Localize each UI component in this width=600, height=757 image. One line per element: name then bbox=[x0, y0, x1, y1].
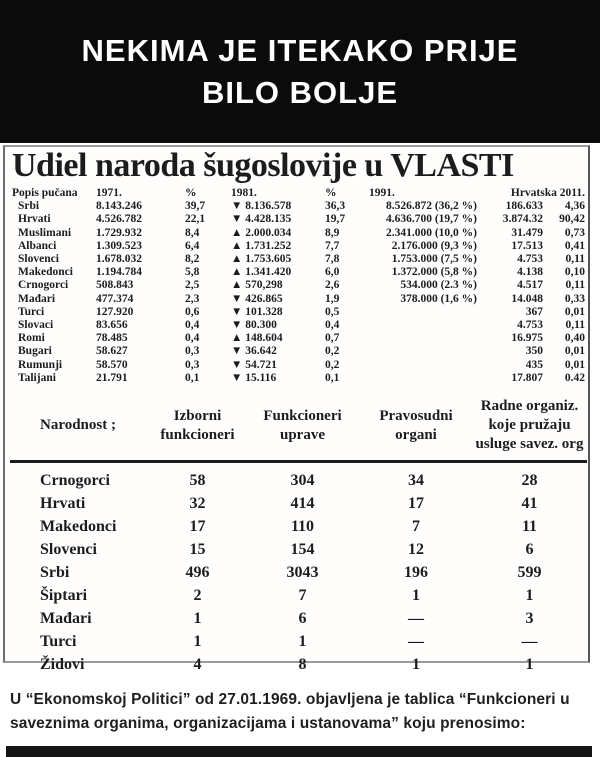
top-banner bbox=[0, 0, 600, 143]
table-cell: 17.513 bbox=[511, 239, 543, 252]
table-row bbox=[10, 462, 587, 493]
table-cell: ▼ 4.428.135 bbox=[231, 213, 292, 226]
table-cell: 1 bbox=[525, 655, 534, 673]
table-cell: ▼ 101.328 bbox=[231, 305, 283, 318]
table-cell: 8.526.872 (36,2 %) bbox=[385, 200, 477, 213]
table-cell: 534.000 (2.3 %) bbox=[400, 279, 477, 292]
table-cell: Bugari bbox=[18, 345, 52, 358]
table-cell: ▼ 36.642 bbox=[231, 345, 277, 358]
table-cell: 0,11 bbox=[565, 253, 585, 266]
table-cell: Mađari bbox=[18, 292, 56, 305]
table-cell: 0.42 bbox=[564, 371, 585, 384]
func-header-narodnost: Narodnost ; bbox=[10, 395, 150, 462]
table-cell: 4.517 bbox=[517, 279, 543, 292]
table-cell: 2 bbox=[193, 586, 202, 604]
table-cell: 22,1 bbox=[185, 213, 206, 226]
table-row bbox=[10, 213, 587, 226]
table-cell: 83.656 bbox=[96, 319, 128, 332]
table-cell: 17.807 bbox=[511, 371, 543, 384]
table-cell: 3 bbox=[525, 609, 534, 627]
table-cell: Makedonci bbox=[40, 517, 117, 535]
banner-line-1: NEKIMA JE ITEKAKO PRIJE bbox=[81, 32, 519, 68]
table-cell: 154 bbox=[290, 540, 315, 558]
table-cell: 6,0 bbox=[325, 266, 340, 279]
table-row bbox=[10, 200, 587, 213]
table-row bbox=[10, 372, 587, 385]
table-cell: 4,36 bbox=[564, 200, 585, 213]
table-cell: 0,41 bbox=[564, 239, 585, 252]
table-row bbox=[10, 584, 587, 607]
table-cell: 0,4 bbox=[185, 332, 200, 345]
functionaries-table bbox=[10, 395, 587, 676]
table-cell: Rumunji bbox=[18, 358, 63, 371]
census-header-1981: 1981. bbox=[231, 187, 257, 199]
table-row bbox=[10, 279, 587, 292]
table-cell: 1 bbox=[298, 632, 307, 650]
table-cell: — bbox=[408, 609, 424, 627]
census-header-pct2: % bbox=[325, 187, 337, 199]
table-cell: ▲ 1.341.420 bbox=[231, 266, 292, 279]
table-cell: 0,7 bbox=[325, 332, 340, 345]
census-header-row bbox=[10, 187, 587, 200]
table-cell: 0,01 bbox=[564, 358, 585, 371]
table-cell: 1.678.032 bbox=[96, 253, 142, 266]
table-cell: 8.143.246 bbox=[96, 200, 142, 213]
table-cell: ▼ 80.300 bbox=[231, 319, 277, 332]
table-cell: Romi bbox=[18, 332, 45, 345]
table-cell: — bbox=[521, 632, 538, 650]
table-cell: 8,4 bbox=[185, 226, 200, 239]
table-cell: 15 bbox=[189, 540, 206, 558]
table-cell: ▼ 15.116 bbox=[231, 371, 277, 384]
table-row bbox=[10, 345, 587, 358]
bottom-black-bar bbox=[6, 746, 592, 757]
table-cell: Židovi bbox=[40, 655, 85, 673]
table-cell: ▲ 148.604 bbox=[231, 332, 283, 345]
table-cell: 31.479 bbox=[511, 226, 543, 239]
table-cell: 0,01 bbox=[564, 305, 585, 318]
table-cell: 477.374 bbox=[96, 292, 134, 305]
table-cell: 6 bbox=[525, 540, 534, 558]
table-cell: 12 bbox=[408, 540, 424, 558]
table-cell bbox=[369, 306, 481, 319]
table-cell: 0,01 bbox=[564, 345, 585, 358]
table-cell: ▲ 1.753.605 bbox=[231, 253, 292, 266]
table-cell: 110 bbox=[290, 517, 315, 535]
table-row bbox=[10, 653, 587, 676]
table-cell: 5,8 bbox=[185, 266, 200, 279]
table-cell: 4.636.700 (19,7 %) bbox=[385, 213, 477, 226]
table-cell: 367 bbox=[525, 305, 543, 318]
table-cell: 0,10 bbox=[564, 266, 585, 279]
table-cell: Hrvati bbox=[18, 213, 51, 226]
table-cell: Šiptari bbox=[40, 586, 88, 604]
table-cell: ▲ 2.000.034 bbox=[231, 226, 292, 239]
table-cell: Albanci bbox=[18, 239, 57, 252]
table-cell: 16.975 bbox=[511, 332, 543, 345]
table-cell: 2.341.000 (10,0 %) bbox=[385, 226, 477, 239]
scanned-document-panel bbox=[3, 145, 590, 673]
table-cell: 58.627 bbox=[96, 345, 128, 358]
table-cell: 8,2 bbox=[185, 253, 200, 266]
census-table bbox=[10, 187, 587, 385]
table-row bbox=[10, 227, 587, 240]
table-cell: 4.753 bbox=[517, 253, 543, 266]
table-cell: 41 bbox=[521, 494, 538, 512]
table-row bbox=[10, 492, 587, 515]
source-caption: U “Ekonomskoj Politici” od 27.01.1969. objavljena je tablica “Funkcioneri u saveznima organima, organizacijama i ustanovama” koju prenosimo: bbox=[10, 691, 570, 732]
table-row bbox=[10, 561, 587, 584]
table-cell: 186.633 bbox=[505, 200, 543, 213]
table-cell: 2,6 bbox=[325, 279, 340, 292]
table-cell: 17 bbox=[408, 494, 424, 512]
table-cell: ▲ 570,298 bbox=[231, 279, 283, 292]
table-cell: 28 bbox=[521, 471, 538, 489]
table-cell: 78.485 bbox=[96, 332, 128, 345]
table-cell: 3043 bbox=[286, 563, 319, 581]
table-cell: 1,9 bbox=[325, 292, 340, 305]
table-cell: 4.526.782 bbox=[96, 213, 142, 226]
func-header-izborni: Izborni funkcioneri bbox=[150, 395, 245, 462]
table-row bbox=[10, 607, 587, 630]
table-cell: 17 bbox=[189, 517, 206, 535]
table-cell: 4.753 bbox=[517, 319, 543, 332]
census-header-popis: Popis pučana bbox=[12, 187, 78, 199]
table-cell: Makedonci bbox=[18, 266, 73, 279]
table-cell: 7 bbox=[412, 517, 420, 535]
table-cell bbox=[369, 345, 481, 358]
table-cell: 0,4 bbox=[185, 319, 200, 332]
table-cell: 414 bbox=[290, 494, 315, 512]
table-cell: 2,3 bbox=[185, 292, 200, 305]
page-title: Udiel naroda šugoslovije u VLASTI bbox=[12, 147, 514, 184]
table-row bbox=[10, 515, 587, 538]
table-cell: ▼ 8.136.578 bbox=[231, 200, 292, 213]
table-cell: 0,33 bbox=[564, 292, 585, 305]
table-row bbox=[10, 319, 587, 332]
table-cell: 0,11 bbox=[565, 319, 585, 332]
table-cell: 0,3 bbox=[185, 345, 200, 358]
table-cell: 34 bbox=[408, 471, 424, 489]
table-cell: 1 bbox=[412, 586, 420, 604]
table-cell: 0,40 bbox=[564, 332, 585, 345]
table-cell: 90,42 bbox=[559, 213, 585, 226]
table-row bbox=[10, 293, 587, 306]
table-cell: 435 bbox=[525, 358, 543, 371]
table-cell: 1.309.523 bbox=[96, 239, 142, 252]
table-cell: 0,6 bbox=[185, 305, 200, 318]
table-cell: Srbi bbox=[18, 200, 40, 213]
table-cell: Talijani bbox=[18, 371, 56, 384]
table-cell: Slovenci bbox=[18, 253, 59, 266]
table-cell: 1.372.000 (5,8 %) bbox=[391, 266, 477, 279]
table-cell: 36,3 bbox=[325, 200, 346, 213]
table-cell: 350 bbox=[525, 345, 543, 358]
table-cell: Slovenci bbox=[40, 540, 97, 558]
table-cell: 4.138 bbox=[517, 266, 543, 279]
table-cell: 378.000 (1,6 %) bbox=[400, 292, 477, 305]
table-row bbox=[10, 538, 587, 561]
table-cell: 58.570 bbox=[96, 358, 128, 371]
table-cell: 19,7 bbox=[325, 213, 346, 226]
table-cell: 2,5 bbox=[185, 279, 200, 292]
table-cell: 7,8 bbox=[325, 253, 340, 266]
table-row bbox=[10, 306, 587, 319]
table-cell bbox=[369, 372, 481, 385]
table-cell: 4 bbox=[193, 655, 202, 673]
table-cell: 1 bbox=[193, 609, 202, 627]
table-cell: 0,2 bbox=[325, 345, 340, 358]
table-cell: 1 bbox=[193, 632, 202, 650]
table-cell: Turci bbox=[18, 305, 45, 318]
table-cell: 0,1 bbox=[185, 371, 200, 384]
table-cell: 8 bbox=[298, 655, 307, 673]
table-cell: Crnogorci bbox=[18, 279, 69, 292]
table-cell: 14.048 bbox=[511, 292, 543, 305]
table-cell: 1.729.932 bbox=[96, 226, 142, 239]
table-cell: 39,7 bbox=[185, 200, 206, 213]
table-cell: 0,4 bbox=[325, 319, 340, 332]
table-row bbox=[10, 240, 587, 253]
table-cell: 11 bbox=[521, 517, 538, 535]
table-cell: 196 bbox=[404, 563, 428, 581]
func-header-uprave: Funkcioneri uprave bbox=[245, 395, 360, 462]
table-cell: Mađari bbox=[40, 609, 92, 627]
table-row bbox=[10, 630, 587, 653]
table-cell: Srbi bbox=[40, 563, 70, 581]
table-cell: 3.874.32 bbox=[502, 213, 543, 226]
functionaries-table-body bbox=[10, 462, 587, 677]
table-cell: 6,4 bbox=[185, 239, 200, 252]
census-table-body bbox=[10, 200, 587, 385]
table-cell: 1.753.000 (7,5 %) bbox=[391, 253, 477, 266]
func-header-radne: Radne organiz. koje pružaju usluge savez. org bbox=[472, 395, 587, 462]
table-cell: 496 bbox=[185, 563, 210, 581]
functionaries-header-row bbox=[10, 395, 587, 462]
table-cell: 0,2 bbox=[325, 358, 340, 371]
table-cell: 8,9 bbox=[325, 226, 340, 239]
table-cell: 1.194.784 bbox=[96, 266, 142, 279]
table-cell: ▼ 426.865 bbox=[231, 292, 283, 305]
table-cell: ▼ 54.721 bbox=[231, 358, 277, 371]
table-cell: Muslimani bbox=[18, 226, 72, 239]
func-header-pravosudni: Pravosudni organi bbox=[360, 395, 472, 462]
census-header-pct1: % bbox=[185, 187, 197, 199]
table-cell: Hrvati bbox=[40, 494, 86, 512]
table-cell: 304 bbox=[290, 471, 315, 489]
table-cell bbox=[369, 359, 481, 372]
table-cell: 32 bbox=[189, 494, 206, 512]
table-cell: Crnogorci bbox=[40, 471, 110, 489]
table-cell: 1 bbox=[412, 655, 420, 673]
table-cell: 0,73 bbox=[564, 226, 585, 239]
table-cell: 6 bbox=[298, 609, 307, 627]
table-cell: 0,1 bbox=[325, 371, 340, 384]
table-cell: 0,11 bbox=[565, 279, 585, 292]
table-row bbox=[10, 266, 587, 279]
table-cell: 599 bbox=[517, 563, 542, 581]
table-cell: 0,5 bbox=[325, 305, 340, 318]
census-header-hrvatska-2011: Hrvatska 2011. bbox=[510, 187, 585, 199]
banner-line-2: BILO BOLJE bbox=[201, 74, 398, 110]
table-cell bbox=[369, 319, 481, 332]
census-header-1991: 1991. bbox=[369, 187, 395, 199]
table-cell: 58 bbox=[189, 471, 206, 489]
table-row bbox=[10, 253, 587, 266]
table-cell: — bbox=[408, 632, 424, 650]
table-cell bbox=[369, 332, 481, 345]
table-cell: Slovaci bbox=[18, 319, 54, 332]
table-cell: ▲ 1.731.252 bbox=[231, 239, 292, 252]
table-row bbox=[10, 332, 587, 345]
table-cell: 21.791 bbox=[96, 371, 128, 384]
table-row bbox=[10, 359, 587, 372]
census-header-1971: 1971. bbox=[96, 187, 122, 199]
table-cell: 7,7 bbox=[325, 239, 340, 252]
table-cell: 1 bbox=[525, 586, 534, 604]
table-cell: 127.920 bbox=[96, 305, 134, 318]
table-cell: 2.176.000 (9,3 %) bbox=[391, 239, 477, 252]
table-cell: Turci bbox=[40, 632, 77, 650]
table-cell: 508.843 bbox=[96, 279, 134, 292]
table-cell: 0,3 bbox=[185, 358, 200, 371]
table-cell: 7 bbox=[298, 586, 307, 604]
